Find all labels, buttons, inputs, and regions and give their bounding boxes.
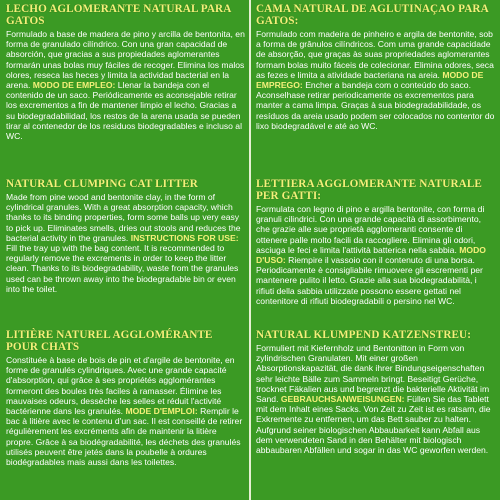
usage-label-spanish: MODO DE EMPLEO: [32, 80, 116, 91]
description-italian: Formulata con legno di pino e argilla bentonite, con forma di granuli cilindrici. Con una grande capacità di assorbimento, che grazie alle sue proprietà agglomeranti consente di ottenere palle molto facili da raccogliere. Elimina gli odori, asciuga le feci e limita l'attività batterica nella sabbia. [256, 204, 485, 255]
section-title-english: NATURAL CLUMPING CAT LITTER [6, 178, 198, 190]
description-english: Made from pine wood and bentonite clay, in the form of cylindrical granules. With a great absorption capacity, which thanks to its binding properties, form some balls up very easy to pick up. Eliminates smells, dries out stools and reduces the bacterial activity in the granules. [6, 192, 241, 243]
description-portuguese: Formulado com madeira de pinheiro e argila de bentonite, sob a forma de grânulos cilíndricos. Com uma grande capacidade de absorção, que graças às suas propriedades aglomerantes formam bolas muito fáceis de colecionar. Elimina odores, seca as fezes e limita a atividade bacteriana na areia. [256, 29, 494, 80]
right-column [250, 0, 500, 500]
usage-label-french: MODE D'EMPLOI: [125, 406, 198, 417]
description-german: Formuliert mit Kiefernholz und Bentonitton in Form von zylindrischen Granulaten. Mit einer großen Absorptionskapazität, die dank ihrer Bindungseigenschaften sehr leichte Bälle zum Sammeln bringt. Beseitigt Gerüche, trocknet Fäkalien aus und begrenzt die bakterielle Aktivität im Sand. [256, 343, 490, 405]
usage-label-portuguese: MODO DE EMPREGO: [256, 69, 484, 91]
section-body-portuguese [256, 29, 496, 131]
section-english [6, 178, 246, 294]
usage-text-italian: Riempire il vassoio con il contenuto di una borsa. Periodicamente è consigliabile rimuovere gli escrementi per mantenere pulito il letto. Grazie alla sua biodegradabilità, i rifiuti della sabbia utilizzate possono essere gettati nel contenitore di rifiuti biodegradabili o persino nel WC. [256, 255, 483, 306]
section-portuguese [256, 3, 496, 131]
section-german [256, 329, 496, 455]
description-spanish: Formulado a base de madera de pino y arcilla de bentonita, en forma de granulado cilíndrico. Con una gran capacidad de absorción, que gracias a sus propiedades aglomerantes formarán unas bolas muy fáciles de recoger. Elimina los malos olores, reseca las heces y limita la actividad bacterial en la arena. [6, 29, 245, 91]
section-title-french: LITIÈRE NATUREL AGGLOMÉRANTE POUR CHATS [6, 329, 213, 353]
usage-text-french: Remplir le bac à litière avec le contenu d'un sac. Il est conseillé de retirer régulièrement les excréments afin de maintenir la litière propre. Grâce à sa biodégradabilité, les déchets des granulés utilisés peuvent être jetés dans la poubelle à ordures biodégradables mais aussi dans les toilettes. [6, 406, 243, 468]
section-body-spanish [6, 29, 246, 141]
section-title-spanish: LECHO AGLOMERANTE NATURAL PARA GATOS [6, 3, 231, 27]
usage-label-italian: MODO D'USO: [256, 244, 486, 266]
section-body-english [6, 192, 246, 294]
usage-text-spanish: Llenar la bandeja con el contenido de un saco. Periódicamente es aconsejable retirar los excrementos a fin de mantener limpio el lecho. Gracias a su biodegradabilidad, los restos de la arena usada se pueden tirar al contenedor de los residuos biodegradables e incluso al WC. [6, 80, 242, 142]
section-italian [256, 178, 496, 306]
section-spanish [6, 3, 246, 141]
section-french [6, 329, 246, 467]
section-body-french [6, 355, 246, 467]
section-title-italian: LETTIERA AGGLOMERANTE NATURALE PER GATTI: [256, 178, 482, 202]
usage-text-portuguese: Encher a bandeja com o conteúdo do saco. Aconselhase retirar periodicamente os excrementos para manter a cama limpa. Graças à sua biodegradabilidade, os resíduos da areia usado podem ser colocados no contentor do lixo biodegradável e até ao WC. [256, 80, 495, 131]
usage-text-english: Fill the tray up with the bag content. It is recommended to regularly remove the excrements in order to keep the litter clean. Thanks to its biodegradability, waste from the granules used can be thrown away into the biodegradable bin or even into the toilet. [6, 243, 239, 294]
usage-label-english: INSTRUCTIONS FOR USE: [130, 232, 239, 243]
section-title-german: NATURAL KLUMPEND KATZENSTREU: [256, 329, 472, 341]
section-body-german [256, 343, 496, 455]
section-body-italian [256, 204, 496, 306]
usage-text-german: Füllen Sie das Tablett mit dem Inhalt eines Sacks. Von Zeit zu Zeit ist es ratsam, die Exkremente zu entfernen, um das Bett sauber zu halten. Aufgrund seiner biologischen Abbaubarkeit kann Abfall aus dem verwendeten Sand in den Behälter mit biologisch abbaubaren Abfällen und sogar in das WC geworfen werden. [256, 394, 491, 456]
section-title-portuguese: CAMA NATURAL DE AGLUTINAÇAO PARA GATOS: [256, 3, 489, 27]
usage-label-german: GEBRAUCHSANWEISUNGEN: [280, 394, 405, 405]
description-french: Constituée à base de bois de pin et d'argile de bentonite, en forme de granulés cylindriques. Avec une grande capacité d'absorption, qui grâce à ses propriétés agglomérantes formeront des boules très faciles à ramasser. Élimine les mauvaises odeurs, dessèche les selles et réduit l'activité bactérienne dans les granulés. [6, 355, 235, 417]
